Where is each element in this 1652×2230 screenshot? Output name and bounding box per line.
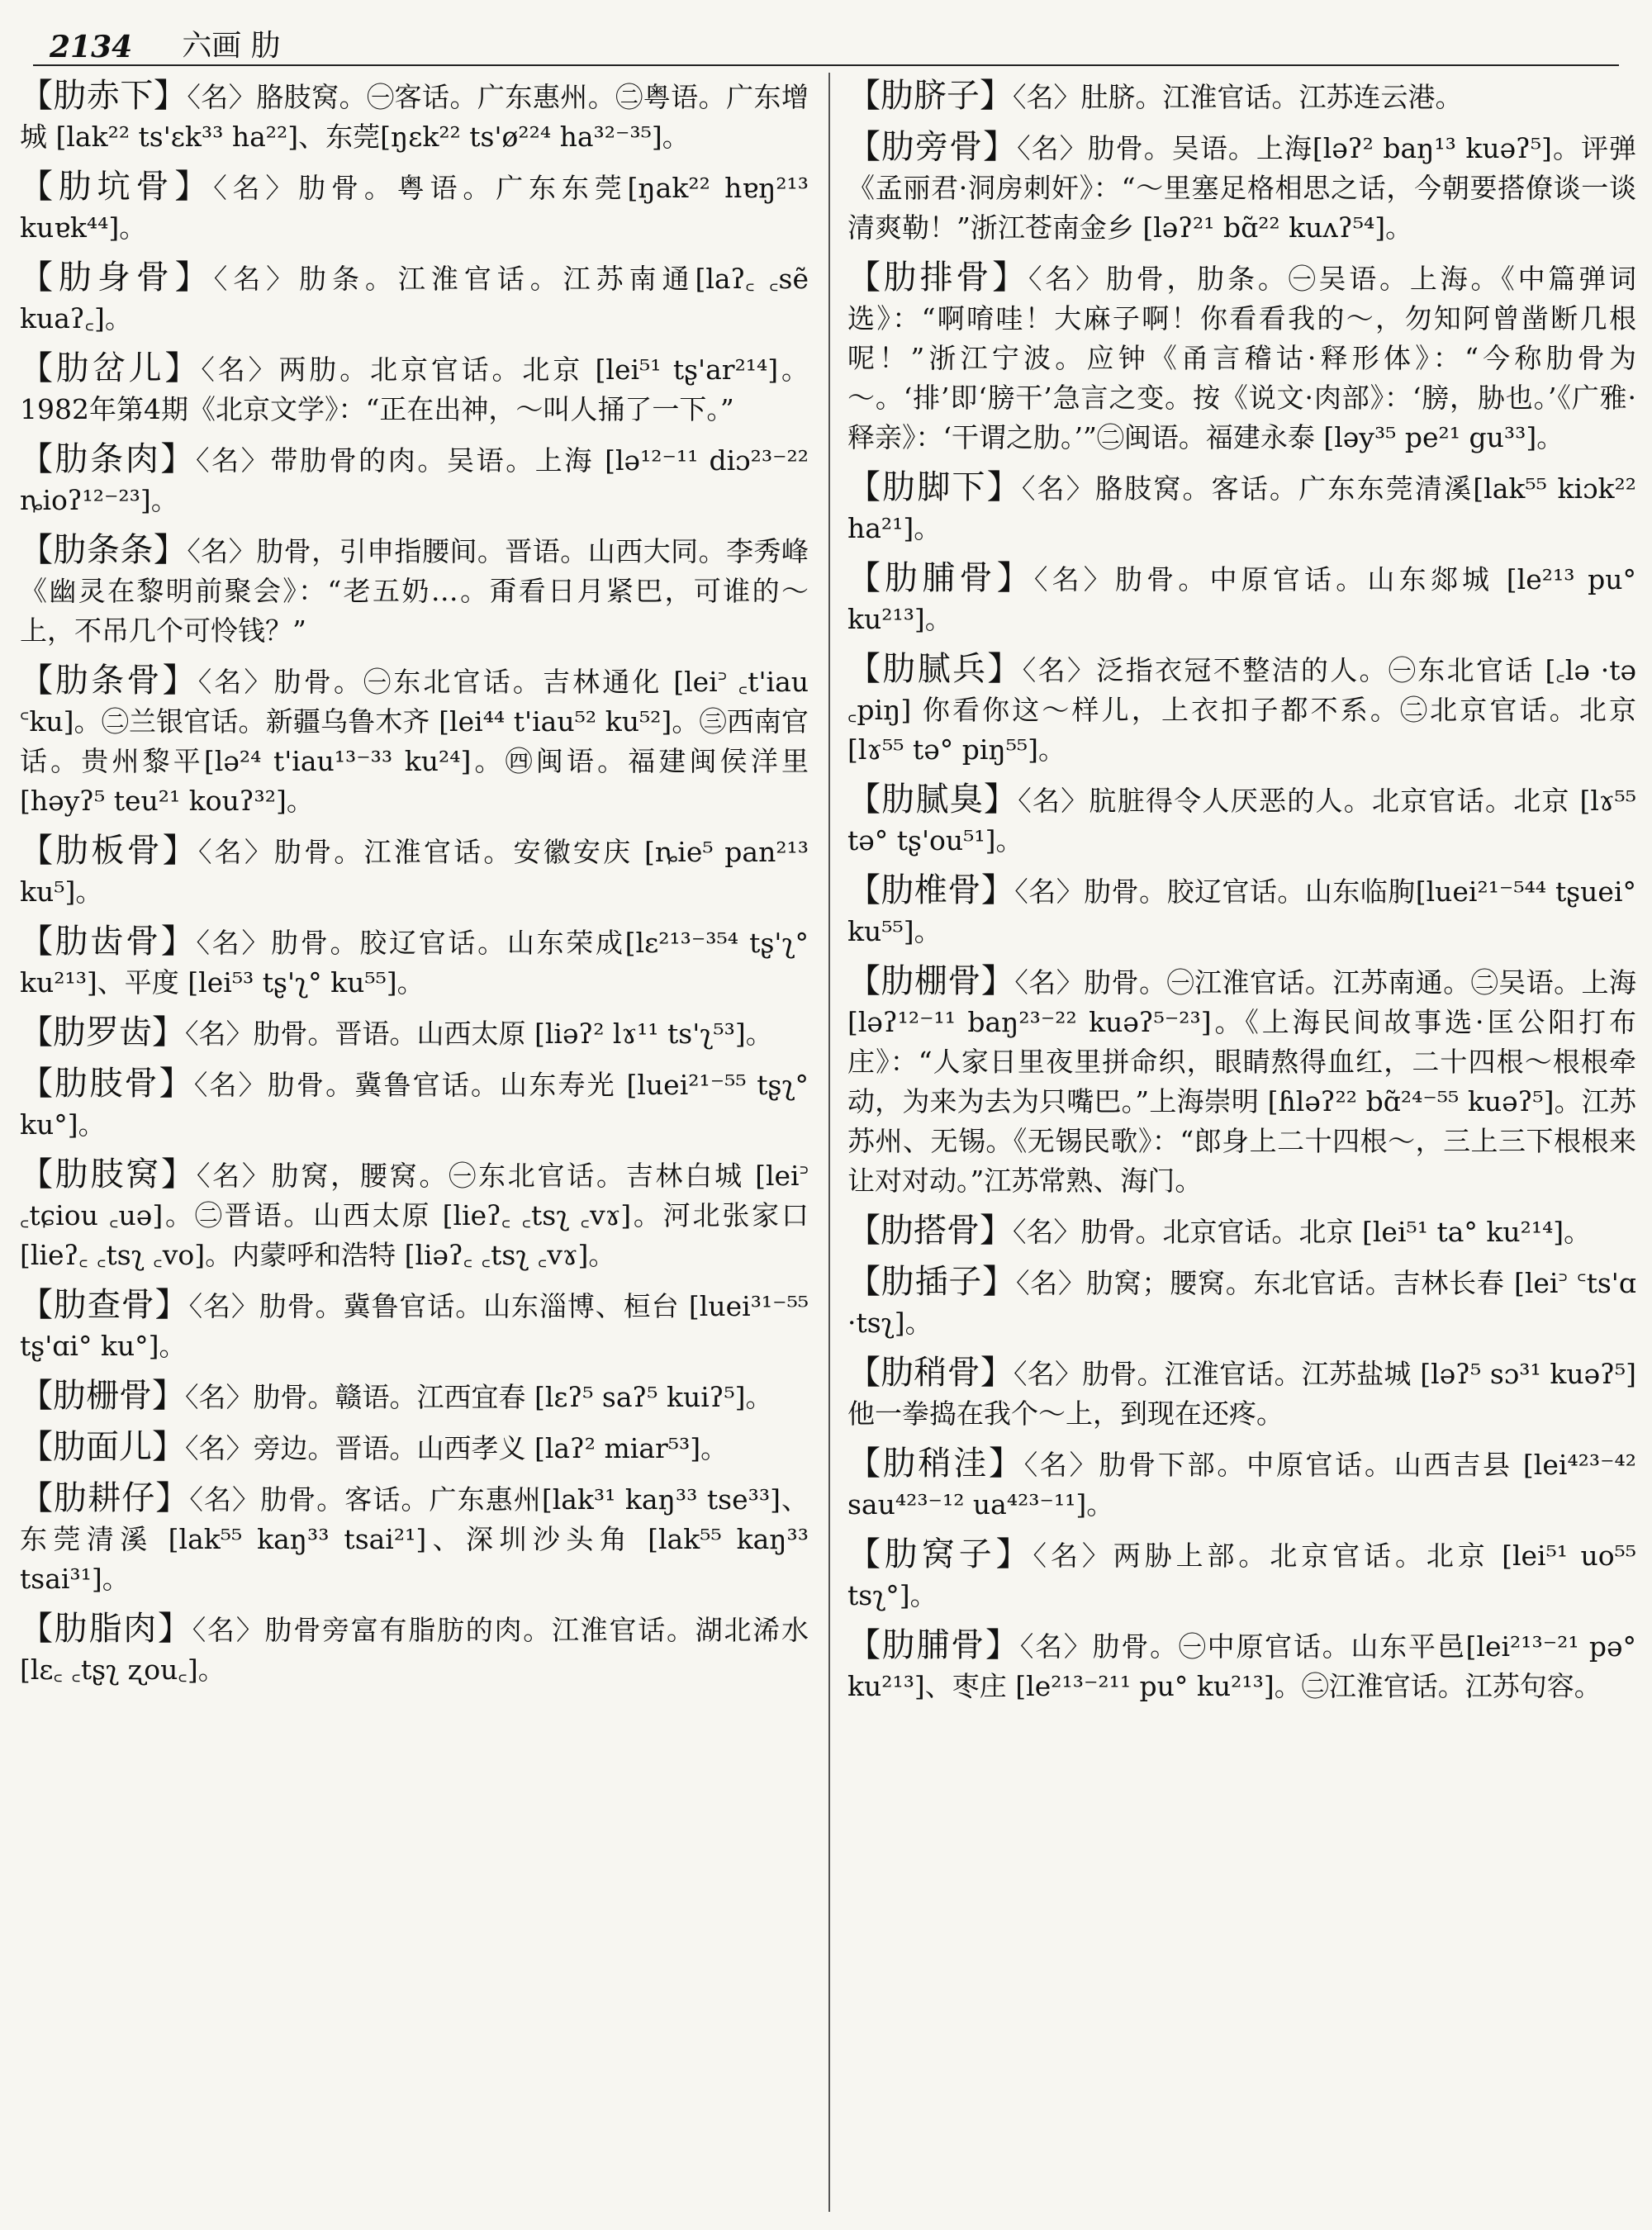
entry-definition: 胳肢窝。㊀客话。广东惠州。㊁粤语。广东增城 [lak²² ts'ɛk³³ ha²²]、东莞[ŋɛk²² ts'ø²²⁴ ha³²⁻³⁵]。 [20, 81, 809, 153]
entry-part-of-speech: 〈名〉 [1018, 785, 1089, 817]
dictionary-entry [20, 530, 809, 651]
dictionary-entry [20, 1478, 809, 1599]
entry-part-of-speech: 〈名〉 [185, 1432, 254, 1464]
dictionary-entry [847, 467, 1636, 548]
entry-part-of-speech: 〈名〉 [1032, 1540, 1113, 1572]
dictionary-entry [847, 649, 1636, 770]
entry-headword: 【肋插子】 [847, 1263, 1016, 1301]
entry-part-of-speech: 〈名〉 [196, 444, 271, 477]
page-number: 2134 [50, 30, 133, 64]
entry-headword: 【肋稍骨】 [847, 1354, 1014, 1392]
entry-headword: 【肋脚下】 [847, 468, 1022, 506]
dictionary-entry [847, 1625, 1636, 1706]
entry-headword: 【肋腻臭】 [847, 780, 1018, 818]
dictionary-entry [20, 922, 809, 1003]
entry-headword: 【肋窝子】 [847, 1535, 1033, 1573]
entry-part-of-speech: 〈名〉 [1028, 263, 1106, 295]
entry-part-of-speech: 〈名〉 [1014, 1358, 1083, 1390]
dictionary-entry [20, 258, 809, 339]
entry-part-of-speech: 〈名〉 [196, 1160, 272, 1192]
entry-headword: 【肋栅骨】 [20, 1377, 185, 1415]
entry-part-of-speech: 〈名〉 [197, 836, 275, 868]
entry-definition: 肋骨下部。中原官话。山西吉县 [lei⁴²³⁻⁴² sau⁴²³⁻¹² ua⁴²³⁻¹¹]。 [847, 1449, 1636, 1521]
entry-headword: 【肋脂肉】 [20, 1610, 192, 1648]
entry-definition: 肋骨。胶辽官话。山东临朐[luei²¹⁻⁵⁴⁴ tʂuei° ku⁵⁵]。 [847, 875, 1636, 947]
entry-part-of-speech: 〈名〉 [187, 81, 257, 113]
entry-definition: 肋窝，腰窝。㊀东北官话。吉林白城 [lei꜄ ꜀tɕiou ꜀uə]。㊁晋语。山西太原 [lieʔ꜀ ꜀tsʅ ꜀vɤ]。河北张家口 [lieʔ꜀ ꜀tsʅ ꜀vo]。内蒙呼和浩特 [liəʔ꜀ ꜀tsʅ ꜀vɤ]。 [20, 1160, 809, 1271]
entry-definition: 肋骨。吴语。上海[ləʔ² baŋ¹³ kuəʔ⁵]。评弹《孟丽君·洞房刺奸》：“～里塞足格相思之话，今朝要搭僚谈一谈清爽勒！”浙江苍南金乡 [ləʔ²¹ bɑ̃²² kuʌʔ⁵⁴]。 [847, 132, 1636, 244]
entry-part-of-speech: 〈名〉 [213, 263, 300, 295]
entry-headword: 【肋搭骨】 [847, 1212, 1013, 1250]
dictionary-entry [847, 1535, 1636, 1616]
entry-part-of-speech: 〈名〉 [197, 666, 274, 698]
entry-definition: 肋窝；腰窝。东北官话。吉林长春 [lei꜄ ꜂ts'ɑ ·tsʅ]。 [847, 1267, 1636, 1339]
entry-part-of-speech: 〈名〉 [1017, 132, 1088, 164]
dictionary-entry [847, 1353, 1636, 1434]
entry-part-of-speech: 〈名〉 [1013, 1216, 1081, 1248]
entry-headword: 【肋腻兵】 [847, 650, 1023, 688]
dictionary-entry [20, 1155, 809, 1275]
entry-part-of-speech: 〈名〉 [1033, 563, 1115, 595]
dictionary-entry [20, 1376, 809, 1417]
dictionary-entry [847, 780, 1636, 861]
entry-definition: 胳肢窝。客话。广东东莞清溪[lak⁵⁵ kiɔk²² ha²¹]。 [847, 472, 1636, 544]
dictionary-entry [847, 127, 1636, 248]
entry-part-of-speech: 〈名〉 [1015, 1267, 1086, 1299]
dictionary-entry [20, 349, 809, 429]
entry-part-of-speech: 〈名〉 [1013, 81, 1081, 113]
left-column [20, 76, 809, 2219]
dictionary-entry [20, 1427, 809, 1468]
entry-definition: 带肋骨的肉。吴语。上海 [lə¹²⁻¹¹ diɔ²³⁻²² ȵioʔ¹²⁻²³]。 [20, 444, 809, 516]
entry-headword: 【肋脯骨】 [847, 1626, 1020, 1664]
dictionary-entry [847, 871, 1636, 951]
dictionary-entry [20, 439, 809, 520]
dictionary-entry [847, 961, 1636, 1201]
dictionary-entry [847, 76, 1636, 117]
entry-definition: 肋骨。冀鲁官话。山东寿光 [luei²¹⁻⁵⁵ tʂʅ° ku°]。 [20, 1069, 809, 1141]
entry-part-of-speech: 〈名〉 [1022, 654, 1097, 686]
entry-part-of-speech: 〈名〉 [193, 1069, 268, 1101]
entry-definition: 肋骨。冀鲁官话。山东淄博、桓台 [luei³¹⁻⁵⁵ tʂ'ɑi° ku°]。 [20, 1290, 809, 1362]
entry-headword: 【肋脐子】 [847, 77, 1013, 115]
entry-definition: 肚脐。江淮官话。江苏连云港。 [1080, 81, 1463, 113]
entry-part-of-speech: 〈名〉 [189, 1483, 261, 1516]
entry-part-of-speech: 〈名〉 [185, 1018, 254, 1050]
entry-definition: 肋骨。赣语。江西宜春 [lɛʔ⁵ saʔ⁵ kuiʔ⁵]。 [253, 1381, 773, 1413]
entry-part-of-speech: 〈名〉 [185, 1381, 254, 1413]
entry-headword: 【肋条条】 [20, 531, 188, 569]
entry-headword: 【肋肢骨】 [20, 1065, 194, 1103]
entry-headword: 【肋条骨】 [20, 662, 198, 700]
entry-part-of-speech: 〈名〉 [1021, 472, 1095, 505]
dictionary-entry [20, 1609, 809, 1690]
right-column [847, 76, 1636, 2219]
entry-definition: 肋骨。㊀中原官话。山东平邑[lei²¹³⁻²¹ pə° ku²¹³]、枣庄 [le²¹³⁻²¹¹ pu° ku²¹³]。㊁江淮官话。江苏句容。 [847, 1630, 1636, 1702]
section-heading: 六画 肋 [182, 29, 281, 63]
entry-part-of-speech: 〈名〉 [1023, 1449, 1099, 1481]
entry-headword: 【肋条肉】 [20, 440, 197, 478]
entry-headword: 【肋齿骨】 [20, 923, 197, 961]
dictionary-entry [20, 1285, 809, 1366]
entry-headword: 【肋身骨】 [20, 259, 214, 297]
dictionary-entry [847, 1211, 1636, 1252]
entry-headword: 【肋面儿】 [20, 1428, 185, 1466]
dictionary-entry [20, 76, 809, 157]
dictionary-entry [847, 1262, 1636, 1343]
dictionary-entry [847, 1444, 1636, 1525]
entry-part-of-speech: 〈名〉 [192, 1614, 265, 1646]
entry-headword: 【肋脯骨】 [847, 559, 1034, 597]
entry-definition: 肋骨。客话。广东惠州[lak³¹ kaŋ³³ tse³³]、东莞清溪 [lak⁵⁵ kaŋ³³ tsai²¹]、深圳沙头角 [lak⁵⁵ kaŋ³³ tsai³¹]。 [20, 1483, 809, 1595]
entry-part-of-speech: 〈名〉 [187, 535, 257, 567]
entry-headword: 【肋旁骨】 [847, 128, 1018, 166]
entry-headword: 【肋肢窝】 [20, 1155, 197, 1193]
dictionary-entry [20, 1064, 809, 1145]
entry-headword: 【肋稍洼】 [847, 1445, 1024, 1483]
entry-definition: 肋骨。㊀江淮官话。江苏南通。㊁吴语。上海 [ləʔ¹²⁻¹¹ baŋ²³⁻²² kuəʔ⁵⁻²³]。《上海民间故事选·匡公阳打布庄》：“人家日里夜里拼命织，眼睛熬得血红，二十四根～根根牵动，为来为去为只嘴巴。”上海崇明 [ɦləʔ²² bɑ̃²⁴⁻⁵⁵ kuəʔ⁵]。江苏苏州、无锡。《无锡民歌》：“郎身上二十四根～，三上三下根根来让对对动。”江苏常熟、海门。 [847, 966, 1636, 1197]
entry-headword: 【肋赤下】 [20, 77, 188, 115]
entry-definition: 肋骨。中原官话。山东郯城 [le²¹³ pu° ku²¹³]。 [847, 563, 1636, 635]
dictionary-entry [20, 661, 809, 821]
entry-definition: 肋骨。江淮官话。安徽安庆 [ȵie⁵ pan²¹³ ku⁵]。 [20, 836, 809, 908]
dictionary-entry [20, 1013, 809, 1054]
entry-part-of-speech: 〈名〉 [196, 927, 272, 959]
column-divider [828, 73, 830, 2212]
entry-definition: 泛指衣冠不整洁的人。㊀东北官话 [꜀lə ·tə ꜀piŋ] 你看你这～样儿，上衣扣子都不系。㊁北京官话。北京 [lɤ⁵⁵ tə° piŋ⁵⁵]。 [847, 654, 1636, 766]
entry-definition: 肋骨旁富有脂肪的肉。江淮官话。湖北浠水 [lɛ꜀ ꜀tʂʅ ʐou꜀]。 [20, 1614, 809, 1686]
entry-definition: 两肋。北京官话。北京 [lei⁵¹ tʂ'ar²¹⁴]。1982年第4期《北京文学》：“正在出神，～叫人捅了一下。” [20, 353, 809, 425]
entry-part-of-speech: 〈名〉 [1014, 966, 1085, 999]
dictionary-entry [20, 167, 809, 248]
entry-definition: 肋骨。粤语。广东东莞[ŋak²² hɐŋ²¹³ kuɐk⁴⁴]。 [20, 172, 809, 244]
entry-definition: 肋骨。江淮官话。江苏盐城 [ləʔ⁵ sɔ³¹ kuəʔ⁵] 他一拳捣在我个～上，到现在还疼。 [847, 1358, 1636, 1430]
entry-headword: 【肋坑骨】 [20, 168, 214, 206]
entry-part-of-speech: 〈名〉 [1019, 1630, 1093, 1663]
entry-definition: 肋骨，肋条。㊀吴语。上海。《中篇弹词选》：“啊唷哇！大麻子啊！你看看我的～，勿知阿曾凿断几根呢！”浙江宁波。应钟《甬言稽诂·释形体》：“今称肋骨为～。‘排’即‘膀干’急言之变。按《说文·肉部》：‘膀，胁也。’《广雅·释亲》：‘干谓之肋。’”㊁闽语。福建永泰 [ləy³⁵ pe²¹ gu³³]。 [847, 263, 1636, 453]
dictionary-entry [847, 258, 1636, 458]
entry-part-of-speech: 〈名〉 [188, 1290, 259, 1322]
entry-definition: 两胁上部。北京官话。北京 [lei⁵¹ uo⁵⁵ tsʅ°]。 [847, 1540, 1636, 1611]
entry-definition: 肋条。江淮官话。江苏南通[laʔ꜀ ꜀sẽ kuaʔ꜀]。 [20, 263, 809, 334]
entry-headword: 【肋罗齿】 [20, 1013, 185, 1051]
entry-headword: 【肋耕仔】 [20, 1479, 190, 1517]
header-rule [33, 64, 1619, 66]
entry-part-of-speech: 〈名〉 [201, 353, 279, 386]
page-header [50, 15, 1619, 64]
entry-definition: 肋骨。胶辽官话。山东荣成[lɛ²¹³⁻³⁵⁴ tʂ'ʅ° ku²¹³]、平度 [lei⁵³ tʂ'ʅ° ku⁵⁵]。 [20, 927, 809, 999]
entry-definition: 肋骨，引申指腰间。晋语。山西大同。李秀峰《幽灵在黎明前聚会》：“老五奶…。甭看日月紧巴，可谁的～上，不吊几个可怜钱？” [20, 535, 809, 647]
entry-definition: 旁边。晋语。山西孝义 [laʔ² miar⁵³]。 [253, 1432, 729, 1464]
entry-definition: 肋骨。㊀东北官话。吉林通化 [lei꜄ ꜀t'iau ꜂ku]。㊁兰银官话。新疆乌鲁木齐 [lei⁴⁴ t'iau⁵² ku⁵²]。㊂西南官话。贵州黎平[lə²⁴ t'iau¹³⁻³³ ku²⁴]。㊃闽语。福建闽侯洋里[həyʔ⁵ teu²¹ kouʔ³²]。 [20, 666, 809, 817]
dictionary-entry [847, 558, 1636, 639]
dictionary-entry [20, 831, 809, 912]
entry-definition: 肋骨。北京官话。北京 [lei⁵¹ ta° ku²¹⁴]。 [1080, 1216, 1592, 1248]
entry-headword: 【肋棚骨】 [847, 962, 1015, 1000]
entry-definition: 肮脏得令人厌恶的人。北京官话。北京 [lɤ⁵⁵ tə° tʂ'ou⁵¹]。 [847, 785, 1636, 856]
entry-headword: 【肋排骨】 [847, 259, 1028, 297]
entry-part-of-speech: 〈名〉 [213, 172, 299, 204]
entry-headword: 【肋岔儿】 [20, 349, 202, 387]
entry-definition: 肋骨。晋语。山西太原 [liəʔ² lɤ¹¹ ts'ʅ⁵³]。 [253, 1018, 773, 1050]
entry-headword: 【肋查骨】 [20, 1286, 189, 1324]
entry-headword: 【肋椎骨】 [847, 871, 1015, 909]
entry-headword: 【肋板骨】 [20, 832, 198, 870]
entry-part-of-speech: 〈名〉 [1014, 875, 1085, 908]
